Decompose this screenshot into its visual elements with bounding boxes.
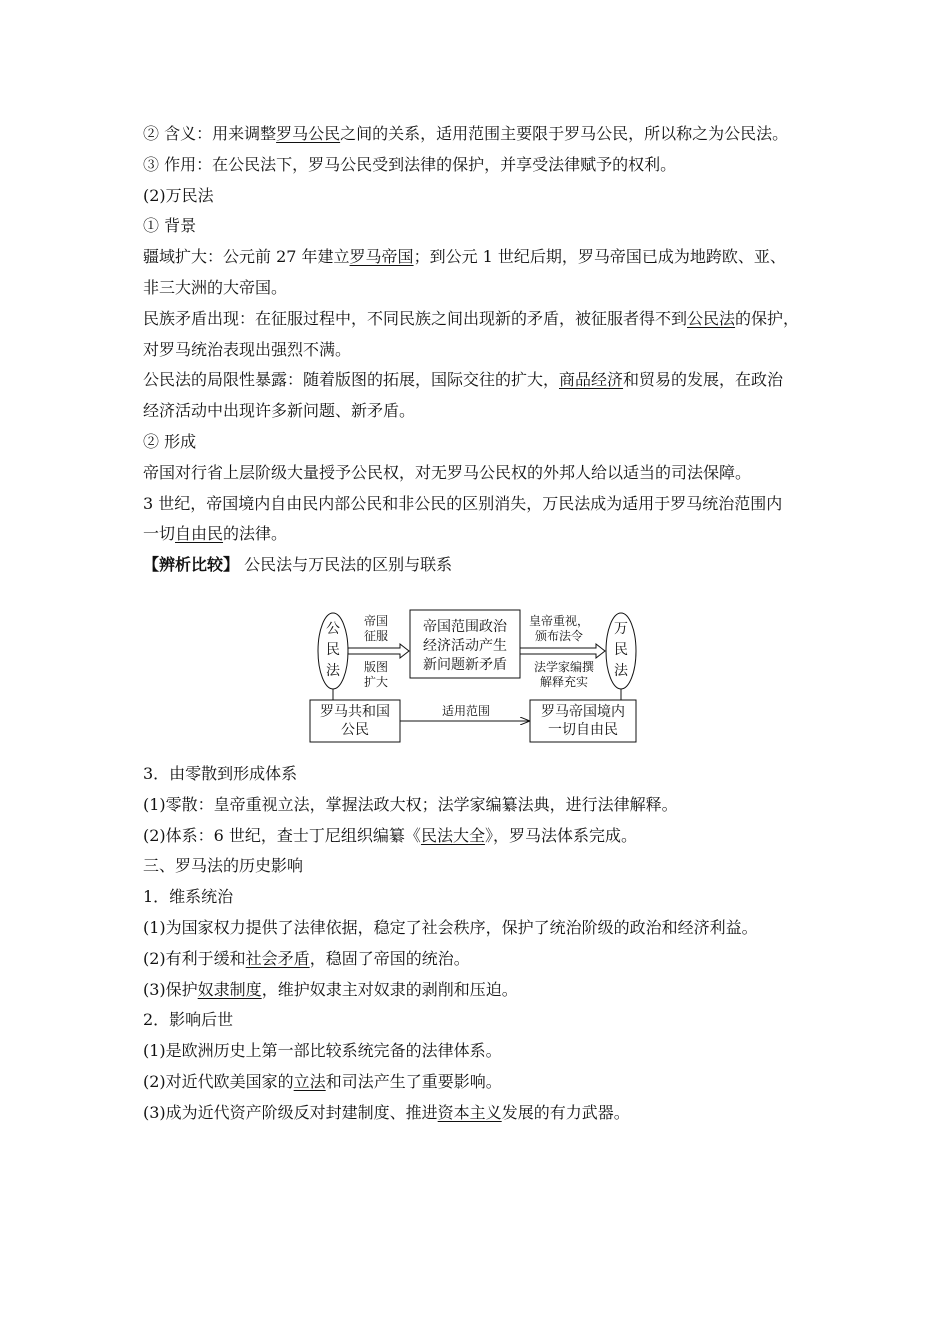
text-span: 1．维系统治: [143, 887, 234, 907]
arrow-to-center: [348, 644, 409, 658]
text-line: [143, 1103, 630, 1123]
text-span: 对罗马统治表现出强烈不满。: [143, 339, 352, 359]
text-span: (2)有利于缓和: [143, 948, 246, 968]
text-span: 公民法与万民法的区别与联系: [239, 555, 453, 575]
arrow-to-right: [520, 644, 605, 658]
label-jurist: 法学家编撰 解释充实: [533, 660, 594, 689]
underlined-term: 公民法: [687, 308, 736, 328]
text-line: [143, 494, 782, 514]
text-span: 经济活动中出现许多新问题、新矛盾。: [143, 401, 416, 421]
text-span: 2．影响后世: [143, 1010, 234, 1030]
underlined-term: 民法大全: [420, 825, 485, 845]
text-span: (1)零散：皇帝重视立法，掌握法政大权；法学家编纂法典，进行法律解释。: [143, 794, 678, 814]
label-conquest: 帝国 征服: [363, 614, 388, 643]
text-span: ③ 作用：在公民法下，罗马公民受到法律的保护，并享受法律赋予的权利。: [143, 154, 677, 174]
text-span: 和司法产生了重要影响。: [325, 1072, 502, 1091]
text-line: [143, 309, 799, 329]
text-line: [143, 401, 415, 421]
text-line: [143, 463, 751, 483]
text-line: [143, 247, 786, 267]
text-span: 民族矛盾出现：在征服过程中，不同民族之间出现新的矛盾，被征服者得不到: [143, 308, 688, 328]
underlined-term: 商品经济: [559, 370, 624, 390]
text-span: ，稳固了帝国的统治。: [309, 948, 470, 968]
text-span: 【辨析比较】: [143, 555, 240, 575]
text-span: 疆域扩大：公元前 27 年建立: [143, 247, 350, 267]
text-span: (2)万民法: [143, 185, 214, 205]
text-span: (3)成为近代资产阶级反对封建制度、推进: [143, 1102, 438, 1122]
text-line: [143, 795, 678, 815]
text-span: 3．由零散到形成体系: [143, 764, 298, 783]
text-span: 》，罗马法体系完成。: [484, 825, 637, 845]
bottom-right-box-label: 罗马帝国境内 一切自由民: [541, 704, 625, 738]
label-emperor: 皇帝重视， 颁布法令: [528, 614, 589, 643]
text-span: ① 背景: [143, 216, 197, 236]
text-line: [143, 124, 788, 144]
text-line: [143, 340, 351, 360]
underlined-term: 资本主义: [437, 1102, 502, 1122]
text-line: [143, 370, 783, 390]
text-span: 之间的关系，适用范围主要限于罗马公民，所以称之为公民法。: [340, 124, 789, 143]
text-line: [143, 216, 196, 236]
comparison-diagram: [306, 604, 646, 746]
text-line: [143, 1010, 233, 1030]
text-line: [143, 1072, 502, 1092]
bottom-left-box-label: 罗马共和国 公民: [320, 704, 390, 738]
right-oval-label: 万 民 法: [614, 621, 628, 679]
underlined-term: 自由民: [175, 524, 224, 544]
text-line: [143, 432, 196, 452]
text-span: 三、罗马法的历史影响: [143, 856, 304, 876]
text-line: [143, 1041, 502, 1061]
text-span: 3 世纪，帝国境内自由民内部公民和非公民的区别消失，万民法成为适用于罗马统治范围内: [143, 493, 783, 513]
text-line: [143, 918, 758, 938]
label-expand: 版图 扩大: [363, 660, 388, 689]
text-span: 帝国对行省上层阶级大量授予公民权，对无罗马公民权的外邦人给以适当的司法保障。: [143, 462, 752, 482]
text-line: [143, 155, 676, 175]
text-span: ② 含义：用来调整: [143, 124, 277, 143]
underlined-term: 罗马公民: [276, 124, 341, 143]
text-span: 公民法的局限性暴露：随着版图的拓展，国际交往的扩大，: [143, 370, 560, 390]
text-span: ；到公元 1 世纪后期，罗马帝国已成为地跨欧、亚、: [413, 247, 786, 267]
text-span: 一切: [143, 524, 176, 544]
underlined-term: 奴隶制度: [197, 979, 262, 999]
text-line: [143, 949, 470, 969]
text-span: (1)为国家权力提供了法律依据，稳定了社会秩序，保护了统治阶级的政治和经济利益。: [143, 918, 758, 937]
text-line: [143, 278, 287, 298]
text-span: (2)体系：6 世纪，查士丁尼组织编纂《: [143, 825, 421, 845]
text-line: [143, 555, 452, 575]
text-span: 和贸易的发展，在政治: [623, 370, 784, 390]
text-span: 的法律。: [223, 524, 288, 544]
text-line: [143, 524, 287, 544]
text-line: [143, 764, 297, 784]
text-span: (3)保护: [143, 979, 198, 999]
label-scope: 适用范围: [441, 704, 490, 718]
left-oval-label: 公 民 法: [326, 621, 340, 679]
text-line: [143, 826, 637, 846]
underlined-term: 罗马帝国: [349, 247, 414, 267]
center-box-label: 帝国范围政治 经济活动产生 新问题新矛盾: [423, 619, 507, 673]
text-line: [143, 186, 214, 206]
text-span: (2)对近代欧美国家的: [143, 1072, 294, 1091]
text-line: [143, 856, 303, 876]
text-span: 发展的有力武器。: [501, 1102, 630, 1122]
underlined-term: 社会矛盾: [245, 948, 310, 968]
text-span: ，维护奴隶主对奴隶的剥削和压迫。: [261, 979, 518, 999]
text-line: [143, 887, 233, 907]
text-span: (1)是欧洲历史上第一部比较系统完备的法律体系。: [143, 1041, 502, 1061]
text-span: 的保护，: [735, 308, 800, 328]
text-span: ② 形成: [143, 432, 197, 451]
underlined-term: 立法: [293, 1072, 326, 1091]
text-line: [143, 980, 518, 1000]
text-span: 非三大洲的大帝国。: [143, 278, 288, 297]
